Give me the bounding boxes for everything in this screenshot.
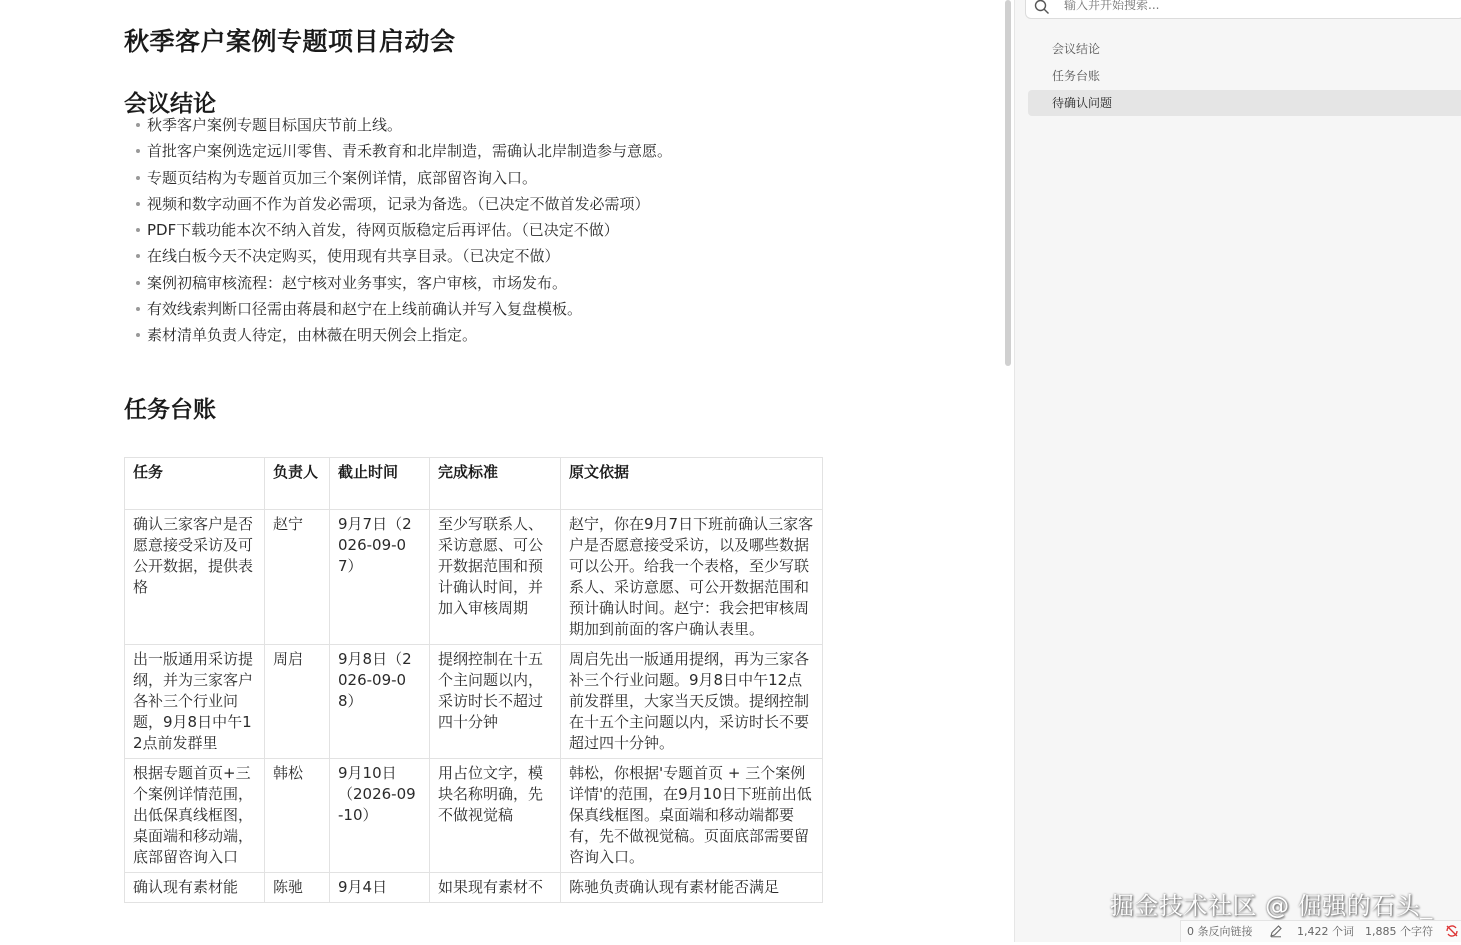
column-header-task: 任务	[125, 458, 265, 510]
search-input[interactable]	[1062, 0, 1446, 13]
cell-standard: 至少写联系人、采访意愿、可公开数据范围和预计确认时间，并加入审核周期	[430, 510, 561, 645]
column-header-source: 原文依据	[561, 458, 823, 510]
document-scrollbar[interactable]	[1003, 0, 1013, 942]
list-item: 素材清单负责人待定，由林薇在明天例会上指定。	[134, 324, 672, 350]
outline-item-tasks[interactable]: 任务台账	[1052, 69, 1101, 83]
cell-owner: 陈驰	[265, 873, 330, 903]
column-header-standard: 完成标准	[430, 458, 561, 510]
search-box[interactable]	[1025, 0, 1461, 19]
list-item: PDF下载功能本次不纳入首发，待网页版稳定后再评估。（已决定不做）	[134, 219, 672, 245]
list-item: 在线白板今天不决定购买，使用现有共享目录。（已决定不做）	[134, 245, 672, 271]
cell-owner: 韩松	[265, 759, 330, 873]
word-count: 1,422 个词	[1297, 925, 1354, 938]
cell-source: 周启先出一版通用提纲，再为三家各补三个行业问题。9月8日中午12点前发群里，大家当天反馈。提纲控制在十五个主问题以内，采访时长不要超过四十分钟。	[561, 645, 823, 759]
cell-deadline: 9月4日	[330, 873, 430, 903]
char-count: 1,885 个字符	[1365, 925, 1433, 938]
column-header-owner: 负责人	[265, 458, 330, 510]
scrollbar-thumb[interactable]	[1005, 0, 1011, 366]
cell-task: 出一版通用采访提纲，并为三家客户各补三个行业问题，9月8日中午12点前发群里	[125, 645, 265, 759]
watermark: 掘金技术社区 @ 倔强的石头_	[1110, 892, 1433, 920]
cell-deadline: 9月7日（2026-09-07）	[330, 510, 430, 645]
list-item: 案例初稿审核流程：赵宁核对业务事实，客户审核，市场发布。	[134, 272, 672, 298]
table-row	[125, 510, 823, 645]
conclusions-list	[134, 114, 672, 351]
cell-owner: 周启	[265, 645, 330, 759]
table-row	[125, 873, 823, 903]
outline-list	[1028, 36, 1461, 117]
outline-item-conclusions[interactable]: 会议结论	[1052, 42, 1101, 56]
list-item: 视频和数字动画不作为首发必需项，记录为备选。（已决定不做首发必需项）	[134, 193, 672, 219]
cell-standard: 用占位文字，模块名称明确，先不做视觉稿	[430, 759, 561, 873]
list-item: 首批客户案例选定远川零售、青禾教育和北岸制造，需确认北岸制造参与意愿。	[134, 140, 672, 166]
page-title: 秋季客户案例专题项目启动会	[124, 27, 456, 56]
list-item: 专题页结构为专题首页加三个案例详情，底部留咨询入口。	[134, 167, 672, 193]
cell-source: 赵宁，你在9月7日下班前确认三家客户是否愿意接受采访，以及哪些数据可以公开。给我一个表格，至少写联系人、采访意愿、可公开数据范围和预计确认时间。赵宁：我会把审核周期加到前面的客户确认表里。	[561, 510, 823, 645]
cell-task: 确认三家客户是否愿意接受采访及可公开数据，提供表格	[125, 510, 265, 645]
task-table	[124, 457, 823, 903]
cell-source: 陈驰负责确认现有素材能否满足	[561, 873, 823, 903]
cell-deadline: 9月8日（2026-09-08）	[330, 645, 430, 759]
cell-task: 确认现有素材能	[125, 873, 265, 903]
list-item: 秋季客户案例专题目标国庆节前上线。	[134, 114, 672, 140]
cell-source: 韩松，你根据'专题首页 + 三个案例详情'的范围，在9月10日下班前出低保真线框图。桌面端和移动端都要有，先不做视觉稿。页面底部需要留咨询入口。	[561, 759, 823, 873]
cell-standard: 提纲控制在十五个主问题以内，采访时长不超过四十分钟	[430, 645, 561, 759]
cell-deadline: 9月10日（2026-09-10）	[330, 759, 430, 873]
outline-sidebar	[1014, 0, 1461, 942]
table-header-row	[125, 458, 823, 510]
backlinks-count[interactable]: 0 条反向链接	[1187, 925, 1253, 938]
list-item: 有效线索判断口径需由蒋晨和赵宁在上线前确认并写入复盘模板。	[134, 298, 672, 324]
search-icon	[1034, 0, 1050, 19]
cell-task: 根据专题首页+三个案例详情范围，出低保真线框图，桌面端和移动端，底部留咨询入口	[125, 759, 265, 873]
cell-owner: 赵宁	[265, 510, 330, 645]
outline-item-open-questions[interactable]: 待确认问题	[1028, 90, 1461, 116]
column-header-deadline: 截止时间	[330, 458, 430, 510]
status-bar	[1180, 920, 1461, 942]
heading-tasks: 任务台账	[124, 397, 216, 423]
table-row	[125, 645, 823, 759]
heading-conclusions: 会议结论	[124, 91, 216, 117]
table-row	[125, 759, 823, 873]
cell-standard: 如果现有素材不	[430, 873, 561, 903]
